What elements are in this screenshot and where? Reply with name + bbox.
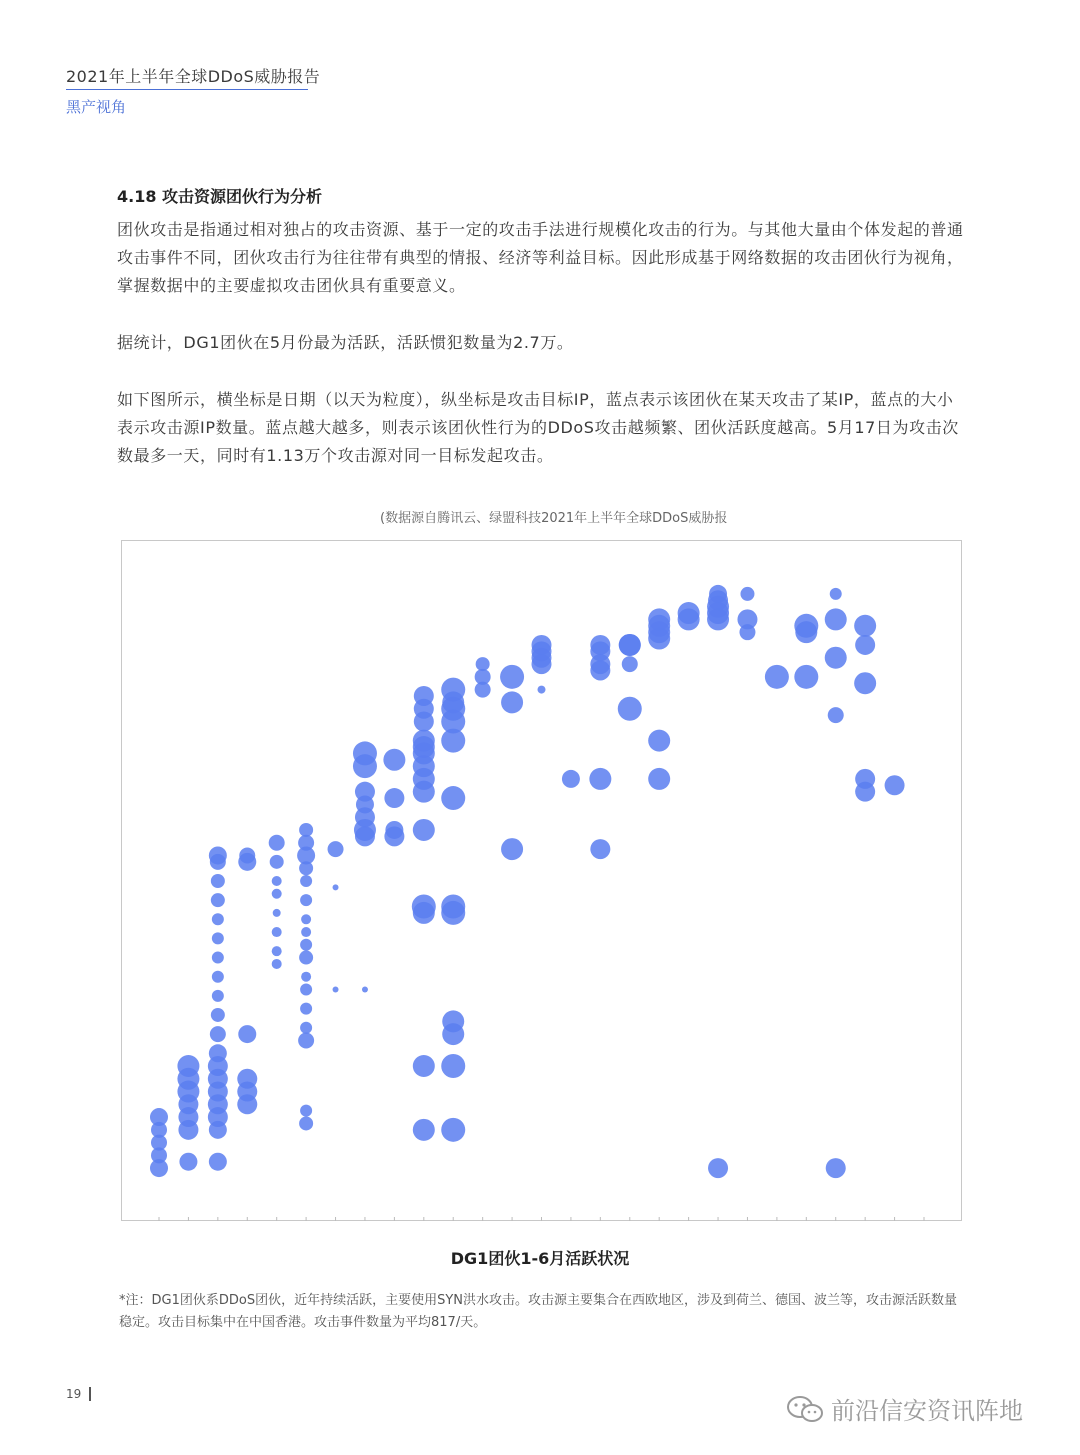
scatter-point (272, 876, 282, 886)
scatter-point (501, 691, 523, 713)
scatter-point (237, 1069, 257, 1089)
scatter-point (475, 669, 491, 685)
scatter-point (300, 983, 312, 995)
scatter-point (209, 846, 227, 864)
scatter-point (854, 615, 876, 637)
page-number-bar (89, 1387, 91, 1401)
scatter-point (855, 769, 875, 789)
header-rule (66, 89, 308, 90)
scatter-point (298, 835, 314, 851)
scatter-point (333, 884, 339, 890)
scatter-point (562, 770, 580, 788)
scatter-point (272, 959, 282, 969)
scatter-point (648, 768, 670, 790)
scatter-point (270, 855, 284, 869)
scatter-point (383, 749, 405, 771)
scatter-point (384, 788, 404, 808)
scatter-point (212, 990, 224, 1002)
section-tag: 黑产视角 (66, 98, 127, 116)
scatter-point (272, 946, 282, 956)
scatter-point (708, 1158, 728, 1178)
report-title: 2021年上半年全球DDoS威胁报告 (66, 67, 321, 86)
scatter-point (212, 971, 224, 983)
scatter-point (441, 786, 465, 810)
scatter-point (413, 730, 435, 752)
watermark (785, 1391, 1023, 1430)
scatter-point (385, 821, 403, 839)
scatter-point (301, 914, 311, 924)
chart-note: *注：DG1团伙系DDoS团伙，近年持续活跃，主要使用SYN洪水攻击。攻击源主要集合在西欧地区，涉及到荷兰、德国、波兰等，攻击源活跃数量稳定。攻击目标集中在中国香港。攻击事件数量为平均817/天。 (119, 1293, 957, 1330)
scatter-point (413, 819, 435, 841)
scatter-point (300, 1022, 312, 1034)
scatter-point (179, 1153, 197, 1171)
chart (121, 540, 962, 1222)
scatter-point (299, 823, 313, 837)
scatter-point (273, 909, 281, 917)
scatter-point (272, 927, 282, 937)
scatter-point (272, 889, 282, 899)
scatter-point (476, 657, 490, 671)
scatter-point (150, 1108, 168, 1126)
scatter-point (300, 1003, 312, 1015)
scatter-point (414, 686, 434, 706)
scatter-chart-svg (121, 540, 962, 1222)
scatter-point (300, 939, 312, 951)
scatter-point (212, 913, 224, 925)
scatter-point (299, 1116, 313, 1130)
scatter-point (442, 1010, 464, 1032)
scatter-point (619, 634, 641, 656)
scatter-point (828, 707, 844, 723)
scatter-point (413, 1055, 435, 1077)
scatter-point (648, 608, 670, 630)
scatter-point (301, 927, 311, 937)
scatter-point (269, 835, 285, 851)
scatter-point (412, 895, 436, 919)
scatter-point (300, 1105, 312, 1117)
scatter-point (441, 1118, 465, 1142)
scatter-point (855, 635, 875, 655)
scatter-point (590, 635, 610, 655)
scatter-point (765, 665, 789, 689)
figure-source: (数据源自腾讯云、绿盟科技2021年上半年全球DDoS威胁报 (380, 511, 728, 526)
scatter-point (212, 952, 224, 964)
paragraph-intro: 团伙攻击是指通过相对独占的攻击资源、基于一定的攻击手法进行规模化攻击的行为。与其他大量由个体发起的普通攻击事件不同，团伙攻击行为往往带有典型的情报、经济等利益目标。因此形成基于网络数据的攻击团伙行为视角，掌握数据中的主要虚拟攻击团伙具有重要意义。 (117, 220, 964, 295)
scatter-point (177, 1055, 199, 1077)
scatter-point (211, 1008, 225, 1022)
scatter-point (301, 972, 311, 982)
scatter-point (413, 1119, 435, 1141)
scatter-point (211, 874, 225, 888)
section-title: 4.18 攻击资源团伙行为分析 (117, 187, 323, 206)
scatter-point (590, 839, 610, 859)
scatter-point (328, 841, 344, 857)
scatter-point (209, 1044, 227, 1062)
scatter-point (353, 741, 377, 765)
scatter-point (441, 895, 465, 919)
scatter-point (500, 665, 524, 689)
scatter-point (209, 1153, 227, 1171)
scatter-point (885, 775, 905, 795)
page-number: 19 (66, 1387, 82, 1401)
scatter-point (238, 1025, 256, 1043)
scatter-point (854, 672, 876, 694)
scatter-point (333, 986, 339, 992)
paragraph-stat: 据统计，DG1团伙在5月份最为活跃，活跃惯犯数量为2.7万。 (117, 333, 574, 352)
scatter-point (826, 1158, 846, 1178)
scatter-point (239, 847, 255, 863)
scatter-point (538, 686, 546, 694)
watermark-text: 前沿信安资讯阵地 (831, 1397, 1023, 1425)
scatter-point (355, 782, 375, 802)
scatter-point (825, 608, 847, 630)
scatter-point (678, 602, 700, 624)
wechat-icon (785, 1394, 825, 1430)
scatter-point (830, 588, 842, 600)
scatter-point (212, 932, 224, 944)
scatter-point (709, 585, 727, 603)
scatter-point (210, 1026, 226, 1042)
scatter-point (794, 665, 818, 689)
scatter-point (737, 609, 757, 629)
scatter-point (501, 838, 523, 860)
scatter-point (300, 875, 312, 887)
paragraph-chart-explain: 如下图所示，横坐标是日期（以天为粒度），纵坐标是攻击目标IP，蓝点表示该团伙在某天攻击了某IP，蓝点的大小表示攻击源IP数量。蓝点越大越多，则表示该团伙性行为的DDoS攻击越频繁、团伙活跃度越高。5月17日为攻击次数最多一天，同时有1.13万个攻击源对同一目标发起攻击。 (117, 390, 959, 465)
scatter-point (740, 587, 754, 601)
scatter-point (298, 1033, 314, 1049)
scatter-point (211, 893, 225, 907)
scatter-point (441, 678, 465, 702)
scatter-point (532, 635, 552, 655)
scatter-point (362, 986, 368, 992)
scatter-point (648, 730, 670, 752)
scatter-point (441, 1054, 465, 1078)
scatter-point (622, 656, 638, 672)
chart-caption: DG1团伙1-6月活跃状况 (450, 1249, 630, 1268)
scatter-point (618, 697, 642, 721)
scatter-point (794, 614, 818, 638)
scatter-point (589, 768, 611, 790)
scatter-point (299, 951, 313, 965)
scatter-point (300, 894, 312, 906)
scatter-point (825, 647, 847, 669)
